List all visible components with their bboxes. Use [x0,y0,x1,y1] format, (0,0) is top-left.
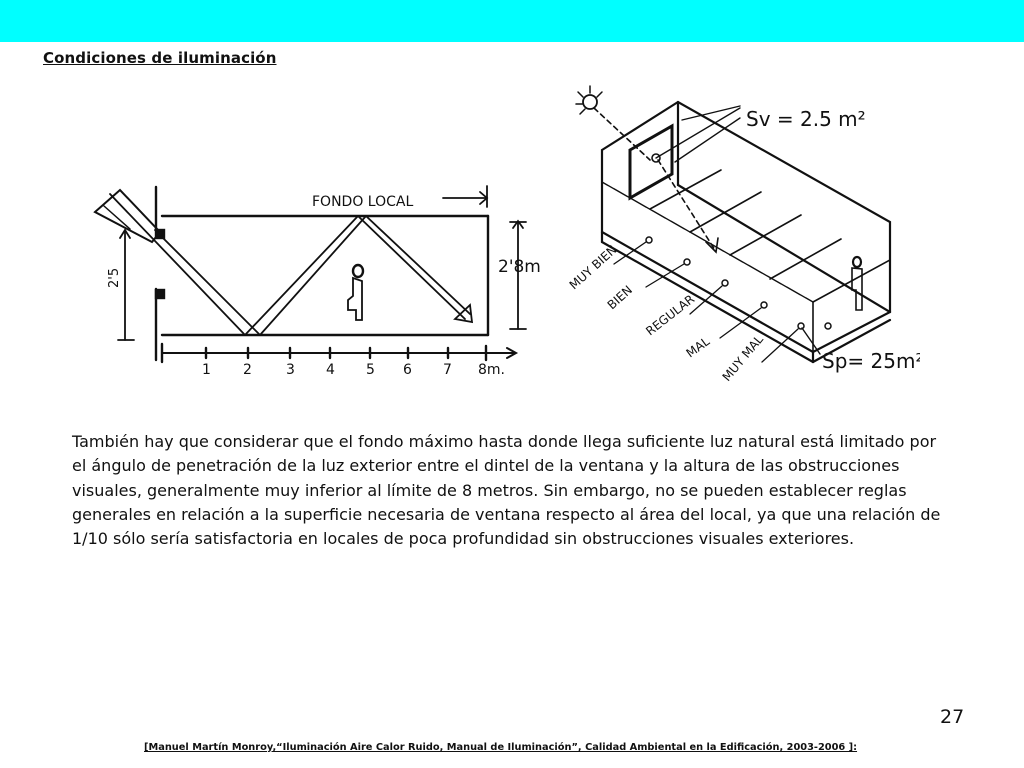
citation-reference: [Manuel Martín Monroy,“Iluminación Aire Calor Ruido, Manual de Iluminación”, Calidad Ambiental en la Edificación, 2003-2006 ]: [144,742,858,753]
axis-tick-4: 4 [326,362,335,378]
zone-label-muy-mal: MUY MAL [719,332,766,384]
room-height-label: 2'8m [498,257,541,277]
body-paragraph: También hay que considerar que el fondo máximo hasta donde llega suficiente luz natural está limitado por el ángulo de penetración de la luz exterior entre el dintel de la ventana y la altura de las obstrucciones visuales, generalmente muy inferior al límite de 8 metros. Sin embargo, no se pueden establecer reglas generales en relación a la superficie necesaria de ventana respecto al área del local, ya que una relación de 1/10 sólo sería satisfactoria en locales de poca profundidad sin obstrucciones visuales exteriores. [72,432,941,549]
header-bar [0,0,1024,42]
axis-tick-5: 5 [366,362,375,378]
axis-tick-8m: 8m. [478,362,505,378]
zone-label-mal: MAL [683,334,713,361]
zone-labels [567,243,767,384]
axis-tick-1: 1 [202,362,211,378]
axis-tick-7: 7 [443,362,452,378]
axis-tick-6: 6 [403,362,412,378]
page-title: Condiciones de iluminación [43,49,277,67]
page-number: 27 [940,706,965,728]
illumination-sketches [90,82,920,392]
window-height-label: 2'5 [107,267,122,288]
axis-tick-3: 3 [286,362,295,378]
fondo-label: FONDO LOCAL [312,194,414,210]
sp-label: Sp= 25m² [822,349,920,373]
axis-tick-labels [202,362,505,378]
zone-label-regular: REGULAR [643,291,698,339]
zone-label-muy-bien: MUY BIEN [566,242,620,293]
section-sketch [95,186,526,362]
axis-tick-2: 2 [243,362,252,378]
sv-label: Sv = 2.5 m² [746,107,866,131]
sketch-svg [90,82,920,392]
zone-label-bien: BIEN [604,282,636,313]
